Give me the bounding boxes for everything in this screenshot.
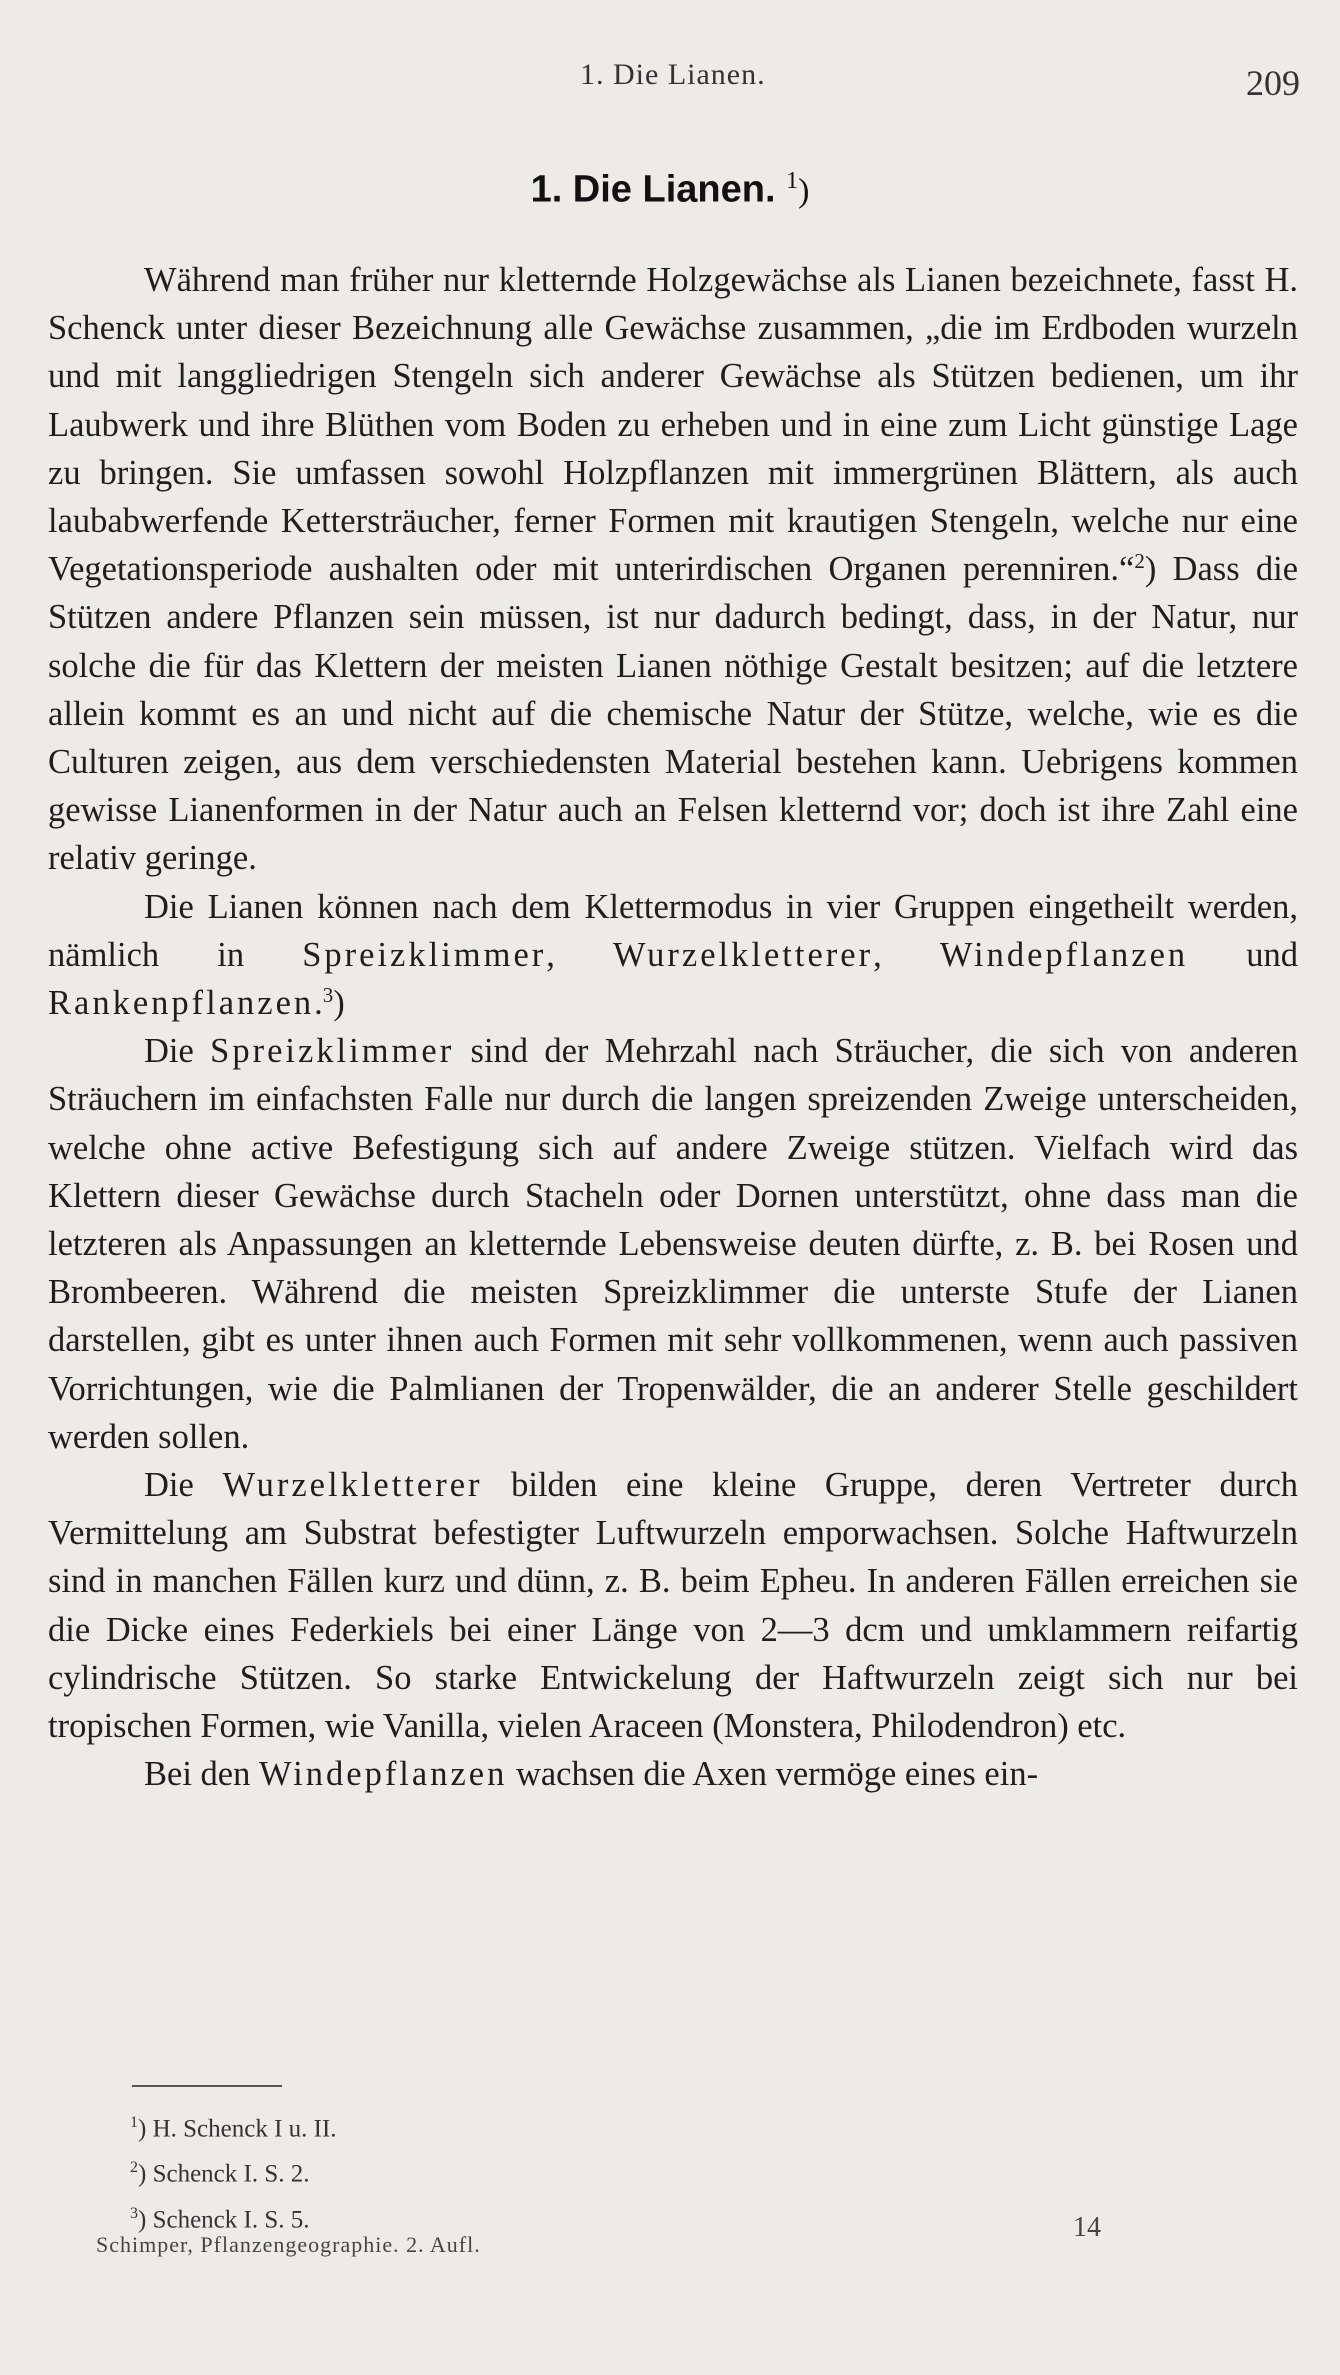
section-footnote-ref: 1 — [786, 168, 799, 194]
paragraph-2-text: Die Lianen können nach dem Klettermodus in vier Gruppen eingetheilt werden, nämlich in — [48, 887, 1298, 974]
paragraph-3-start: Die — [144, 1032, 194, 1071]
footnote-rule — [132, 2085, 282, 2087]
footnote-mark: 1 — [130, 2114, 138, 2131]
term-rankenpflanzen: Rankenpflanzen — [48, 984, 315, 1023]
page-number: 209 — [1246, 63, 1300, 103]
footnote-text: ) Schenck I. S. 2. — [138, 2160, 310, 2188]
paragraph-4 — [48, 1461, 1298, 1750]
paragraph-1 — [48, 256, 1298, 883]
paragraph-5-text: wachsen die Axen vermöge eines ein- — [515, 1755, 1039, 1794]
term-windepflanzen-heading: Windepflanzen — [258, 1755, 508, 1794]
paragraph-1-text-cont: ) Dass die Stützen andere Pflanzen sein müssen, ist nur dadurch bedingt, dass, in der Natur, nur solche die für das Klettern der meisten Lianen nöthige Gestalt besitzen; auf die letztere allein kommt es an und nicht auf die chemische Natur der Stütze, welche, wie es die Culturen zeigen, aus dem verschiedensten Material bestehen kann. Uebrigens kommen gewisse Lianenformen in der Natur auch an Felsen kletternd vor; doch ist ihre Zahl eine relativ geringe. — [48, 550, 1299, 878]
section-footnote-ref-paren: ) — [798, 172, 810, 210]
term-spreizklimmer-heading: Spreizklimmer — [210, 1032, 455, 1071]
conjunction: und — [1246, 935, 1299, 974]
footnote-mark: 2 — [130, 2159, 138, 2177]
separator: , — [546, 935, 555, 974]
paragraph-5 — [48, 1750, 1298, 1798]
separator: , — [873, 935, 882, 974]
paragraph-3-text: sind der Mehrzahl nach Sträucher, die sich von anderen Sträuchern im einfachsten Falle nur durch die langen spreizenden Zweige unterscheiden, welche ohne active Befestigung sich auf andere Zweige stützen. Vielfach wird das Klettern dieser Gewächse durch Stacheln oder Dornen unterstützt, ohne dass man die letzteren als Anpassungen an kletternde Lebensweise deuten dürfte, z. B. bei Rosen und Brombeeren. Während die meisten Spreizklimmer die unterste Stufe der Lianen darstellen, gibt es unter ihnen auch Formen mit sehr vollkommenen, wenn auch passiven Vorrichtungen, wie die Palmlianen der Tropenwälder, die an anderer Stelle geschildert werden sollen. — [48, 1032, 1299, 1456]
footnote-ref-3-paren: ) — [333, 984, 345, 1023]
footnote-text: ) H. Schenck I u. II. — [138, 2115, 337, 2143]
imprint-line: Schimper, Pflanzengeographie. 2. Aufl. — [96, 2232, 481, 2257]
term-spreizklimmer: Spreizklimmer — [302, 935, 547, 974]
body-text — [48, 256, 1298, 1799]
paragraph-1-text: Während man früher nur kletternde Holzgewächse als Lianen bezeichnete, fasst H. Schenck unter dieser Bezeichnung alle Gewächse zusammen, „die im Erdboden wurzeln und mit langgliedrigen Stengeln sich anderer Gewächse als Stützen bedienen, um ihr Laubwerk und ihre Blüthen vom Boden zu erheben und in eine zum Licht günstige Lage zu bringen. Sie umfassen sowohl Holzpflanzen mit immergrünen Blättern, als auch laubabwerfende Kettersträucher, ferner Formen mit krautigen Stengeln, welche nur eine Vegetationsperiode aushalten oder mit unterirdischen Organen perenniren.“ — [48, 261, 1298, 589]
paragraph-2 — [48, 883, 1298, 1028]
section-title: 1. Die Lianen. — [530, 168, 776, 211]
sentence-end: . — [314, 984, 323, 1023]
running-title: 1. Die Lianen. — [580, 58, 766, 91]
paragraph-5-start: Bei den — [144, 1755, 251, 1794]
paragraph-4-text: bilden eine kleine Gruppe, deren Vertreter durch Vermittelung am Substrat befestigter Luftwurzeln emporwachsen. Solche Haftwurzeln sind in manchen Fällen kurz und dünn, z. B. beim Epheu. In anderen Fällen erreichen sie die Dicke eines Federkiels bei einer Länge von 2—3 dcm und umklammern reifartig cylindrische Stützen. So starke Entwickelung der Haftwurzeln zeigt sich nur bei tropischen Formen, wie Vanilla, vielen Araceen (Monstera, Philodendron) etc. — [48, 1466, 1299, 1746]
footnote-mark: 3 — [130, 2204, 138, 2222]
section-heading — [0, 168, 1340, 212]
footnote-text: ) Schenck I. S. 5. — [138, 2205, 310, 2233]
running-head — [0, 58, 1340, 108]
footnote-1 — [130, 2103, 337, 2148]
term-windepflanzen: Windepflanzen — [939, 935, 1189, 974]
term-wurzelkletterer-heading: Wurzelkletterer — [222, 1466, 483, 1505]
sheet-signature: 14 — [1073, 2212, 1101, 2243]
paragraph-3 — [48, 1027, 1298, 1461]
footnote-2 — [130, 2148, 337, 2193]
footnotes — [130, 2103, 337, 2239]
footnote-ref-2: 2 — [1134, 549, 1145, 574]
paragraph-4-start: Die — [144, 1466, 194, 1505]
term-wurzelkletterer: Wurzelkletterer — [613, 935, 874, 974]
footnote-ref-3: 3 — [322, 983, 334, 1008]
